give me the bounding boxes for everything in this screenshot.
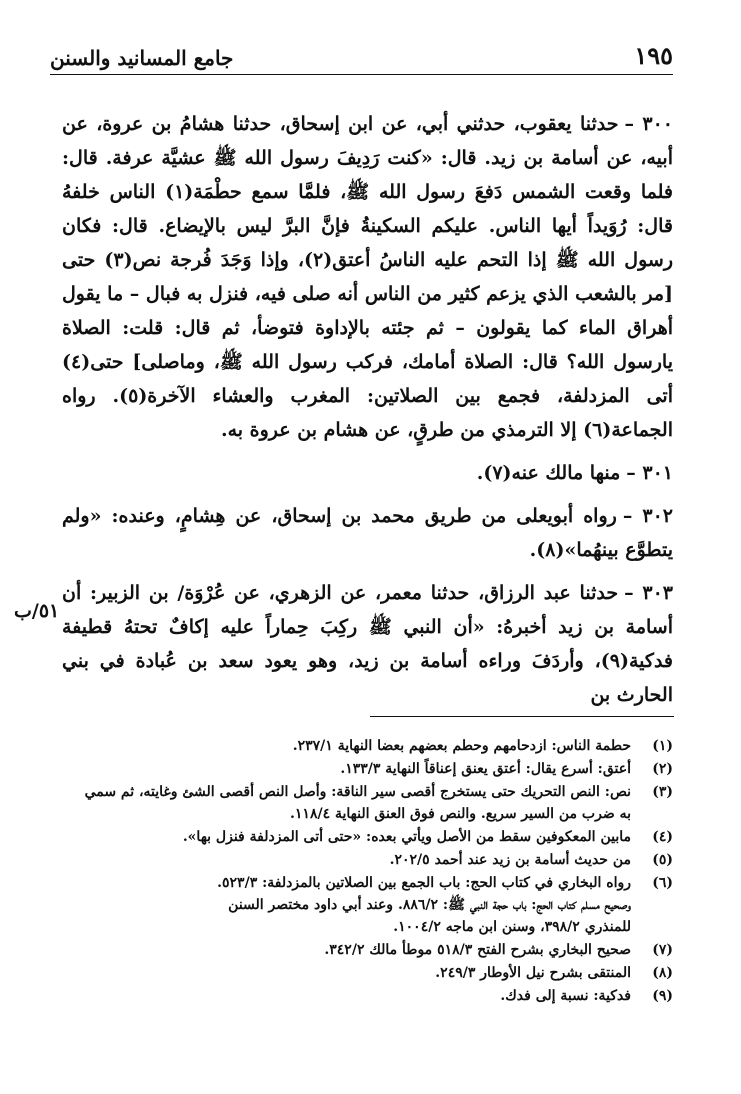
footnote-text: مابين المعكوفين سقط من الأصل ويأتي بعده: «حتى أتى المزدلفة فنزل بها». bbox=[182, 829, 631, 845]
hadith-text: رواه أبويعلى من طريق محمد بن إسحاق، عن هِشامٍ، وعنده: «ولم يتطوَّع بينهُما»(٨). bbox=[62, 505, 673, 561]
footnote-text: رواه البخاري في كتاب الحج: باب الجمع بين الصلاتين بالمزدلفة: ٥٢٣/٣. bbox=[217, 875, 631, 891]
footnote-text: للمنذري ٣٩٨/٢، وسنن ابن ماجه ١٠٠٤/٢. bbox=[393, 919, 631, 935]
footnote-text: صحيح البخاري بشرح الفتح ٥١٨/٣ موطأ مالك ٣٤٢/٢. bbox=[324, 942, 631, 958]
hadith-number: ٣٠٠ – bbox=[624, 113, 673, 135]
footnotes bbox=[66, 735, 673, 1008]
hadith-number: ٣٠٢ – bbox=[622, 505, 673, 527]
footnote-text: فدكية: نسبة إلى فدك. bbox=[500, 988, 631, 1004]
footnote-number: (٦) bbox=[652, 875, 673, 891]
footnote-number: (٤) bbox=[652, 829, 673, 845]
hadith-301 bbox=[62, 456, 673, 490]
footnote-number: (٢) bbox=[652, 761, 673, 777]
hadith-number: ٣٠١ – bbox=[626, 462, 673, 484]
footnote bbox=[66, 939, 673, 961]
hadith-302 bbox=[62, 499, 673, 567]
footnote bbox=[66, 849, 673, 871]
footnote-text: وصحيح مسلم كتاب الحج: باب حجة النبي ﷺ: ٨٨٦/٢. وعند أبي داود مختصر السنن bbox=[228, 897, 631, 913]
footnote bbox=[66, 985, 673, 1007]
footnote-separator bbox=[370, 716, 674, 717]
header-rule bbox=[50, 74, 673, 75]
hadith-number: ٣٠٣ – bbox=[624, 582, 673, 604]
footnote-text: نص: النص التحريك حتى يستخرج أقصى سير الناقة: وأصل النص أقصى الشئ وغايته، ثم سمي bbox=[84, 784, 631, 800]
footnote bbox=[66, 781, 673, 825]
footnote bbox=[66, 826, 673, 848]
main-text bbox=[62, 107, 673, 712]
hadith-300 bbox=[62, 107, 673, 447]
footnote-text: به ضرب من السير سريع. والنص فوق العنق النهاية ١١٨/٤. bbox=[290, 806, 631, 822]
hadith-303 bbox=[62, 576, 673, 712]
footnote bbox=[66, 758, 673, 780]
footnote-number: (٩) bbox=[652, 988, 673, 1004]
book-title: جامع المسانيد والسنن bbox=[50, 46, 234, 70]
hadith-text: حدثنا عبد الرزاق، حدثنا معمر، عن الزهري، عن عُرْوَة/ بن الزبير: أن أسامة بن زيد أخبرهُ: «أن النبي ﷺ ركِبَ حِماراً عليه إكافٌ تحتهُ قطيفة فدكية(٩)، وأردَفَ وراءه أسامة بن زيد، وهو يعود سعد بن عُبادة في بني الحارث بن bbox=[62, 582, 673, 706]
footnote-number: (٣) bbox=[652, 784, 673, 800]
page-number: ١٩٥ bbox=[634, 41, 673, 70]
footnote-text: من حديث أسامة بن زيد عند أحمد ٢٠٢/٥. bbox=[389, 852, 631, 868]
footnote-text: أعتق: أسرع يقال: أعتق يعنق إعناقاً النهاية ١٣٣/٣. bbox=[340, 761, 631, 777]
footnote bbox=[66, 735, 673, 757]
footnote-number: (٨) bbox=[652, 965, 673, 981]
hadith-text: منها مالك عنه(٧). bbox=[476, 462, 621, 484]
footnote-number: (٥) bbox=[652, 852, 673, 868]
footnote-number: (٧) bbox=[652, 942, 673, 958]
footnote-text: المنتقى بشرح نيل الأوطار ٢٤٩/٣. bbox=[435, 965, 631, 981]
footnote bbox=[66, 872, 673, 938]
footnote-text: حطمة الناس: ازدحامهم وحطم بعضهم بعضا النهاية ٢٣٧/١. bbox=[292, 738, 631, 754]
footnote bbox=[66, 962, 673, 984]
margin-folio-note: ٥١/ب bbox=[14, 600, 60, 622]
footnote-number: (١) bbox=[652, 738, 673, 754]
hadith-text: حدثنا يعقوب، حدثني أبي، عن ابن إسحاق، حدثنا هشامُ بن عروة، عن أبيه، عن أسامة بن زيد. قال: «كنت رَدِيفَ رسول الله ﷺ عشيَّة عرفة. قال: فلما وقعت الشمس دَفعَ رسول الله ﷺ، فلمَّا سمع حطْمَة(١) الناس خلفهُ قال: رُوَيداً أيها الناس. عليكم السكينةُ فإنَّ البرَّ ليس بالإيضاع. قال: فكان رسول الله ﷺ إذا التحم عليه الناسُ أعتق(٢)، وإذا وَجَدَ فُرجة نص(٣) حتى [مر بالشعب الذي يزعم كثير من الناس أنه صلى فيه، فنزل به فبال – ما يقول أهراق الماء كما يقولون – ثم جئته بالإداوة فتوضأ، ثم قال: قلت: الصلاة يارسول الله؟ قال: الصلاة أمامك، فركب رسول الله ﷺ، وماصلى] حتى(٤) أتى المزدلفة، فجمع بين الصلاتين: المغرب والعشاء الآخرة(٥). رواه الجماعة(٦) إلا الترمذي من طرقٍ، عن هشام بن عروة به. bbox=[62, 113, 673, 441]
page-header bbox=[50, 40, 673, 70]
